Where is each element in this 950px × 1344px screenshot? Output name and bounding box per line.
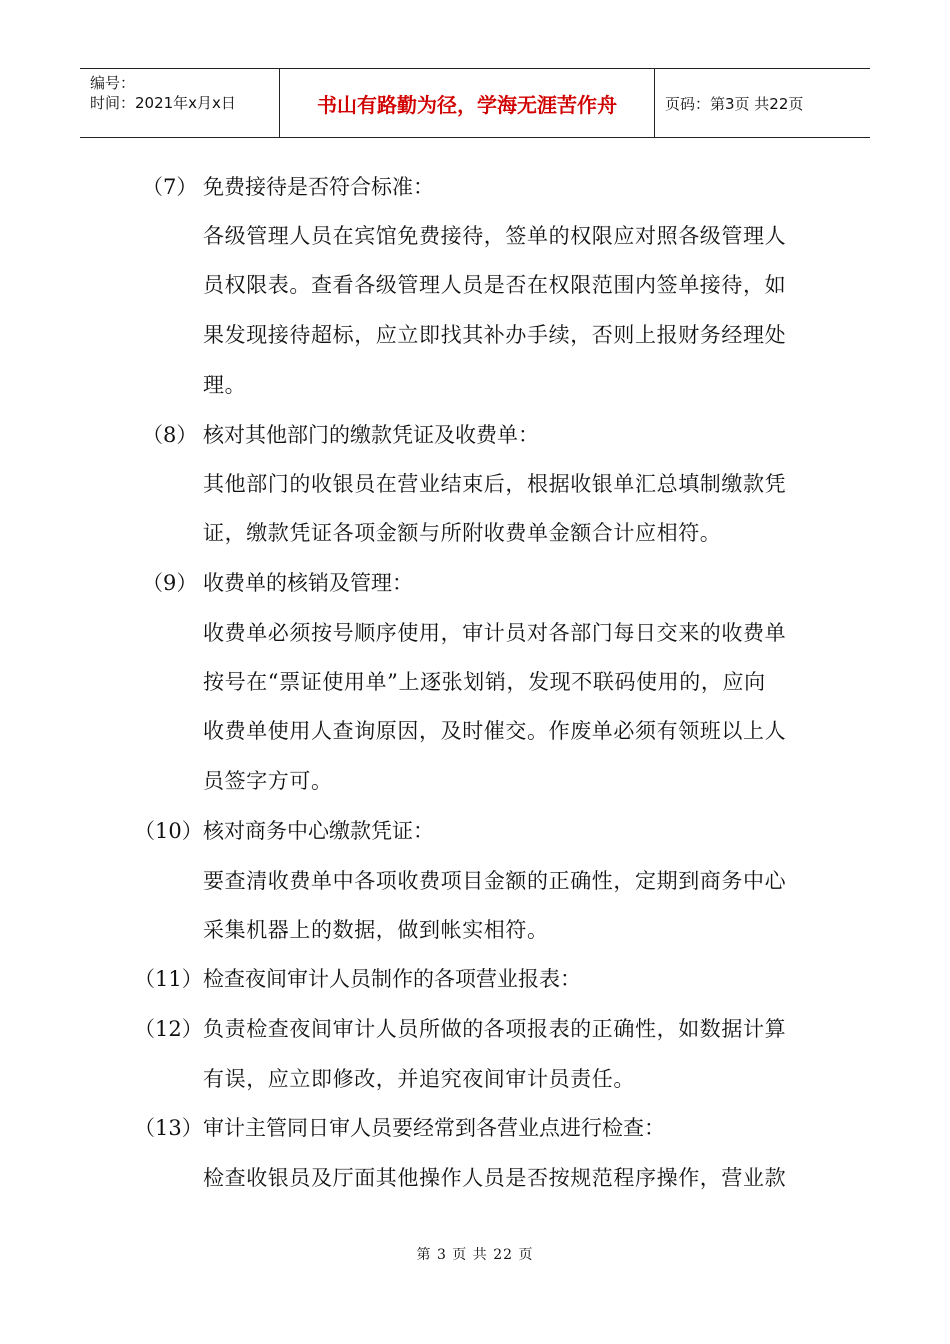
item-line: 按号在“票证使用单”上逐张划销，发现不联码使用的，应向 xyxy=(203,670,766,694)
item-line: 检查收银员及厅面其他操作人员是否按规范程序操作，营业款 xyxy=(203,1166,787,1190)
item-line: 各级管理人员在宾馆免费接待，签单的权限应对照各级管理人 xyxy=(203,224,787,248)
item-line: 理。 xyxy=(203,373,247,397)
item-line: 员权限表。查看各级管理人员是否在权限范围内签单接待，如 xyxy=(203,273,787,297)
item-line: 证，缴款凭证各项金额与所附收费单金额合计应相符。 xyxy=(203,521,722,545)
item-line: 收费单使用人查询原因，及时催交。作废单必须有领班以上人 xyxy=(203,719,787,743)
document-header xyxy=(80,68,870,138)
item-number: （10） xyxy=(134,819,203,843)
item-line: 要查清收费单中各项收费项目金额的正确性，定期到商务中心 xyxy=(203,869,787,893)
item-number: （12） xyxy=(134,1017,203,1041)
header-meta xyxy=(80,69,280,137)
item-number: （8） xyxy=(142,423,198,447)
page-footer: 第 3 页 共 22 页 xyxy=(416,1247,534,1263)
item-title: 收费单的核销及管理： xyxy=(203,571,413,595)
item-line: 其他部门的收银员在营业结束后，根据收银单汇总填制缴款凭 xyxy=(203,472,787,496)
item-title: 审计主管同日审人员要经常到各营业点进行检查： xyxy=(203,1116,665,1140)
header-motto: 书山有路勤为径，学海无涯苦作舟 xyxy=(280,69,655,137)
item-number: （9） xyxy=(142,571,198,595)
item-line: 有误，应立即修改，并追究夜间审计员责任。 xyxy=(203,1067,635,1091)
item-title: 免费接待是否符合标准： xyxy=(203,175,434,199)
item-line: 采集机器上的数据，做到帐实相符。 xyxy=(203,918,549,942)
item-line: 果发现接待超标，应立即找其补办手续，否则上报财务经理处 xyxy=(203,323,787,347)
item-number: （7） xyxy=(142,175,198,199)
code-label: 编号： xyxy=(90,74,136,92)
item-title: 核对其他部门的缴款凭证及收费单： xyxy=(203,423,539,447)
time-label: 时间：2021年x月x日 xyxy=(90,94,236,112)
item-number: （11） xyxy=(134,967,203,991)
item-title: 负责检查夜间审计人员所做的各项报表的正确性，如数据计算 xyxy=(203,1017,787,1041)
header-page-info: 页码：第3页 共22页 xyxy=(665,94,804,113)
item-number: （13） xyxy=(134,1116,203,1140)
item-title: 检查夜间审计人员制作的各项营业报表： xyxy=(203,967,581,991)
item-line: 收费单必须按号顺序使用，审计员对各部门每日交来的收费单 xyxy=(203,621,787,645)
item-line: 员签字方可。 xyxy=(203,769,333,793)
item-title: 核对商务中心缴款凭证： xyxy=(203,819,434,843)
